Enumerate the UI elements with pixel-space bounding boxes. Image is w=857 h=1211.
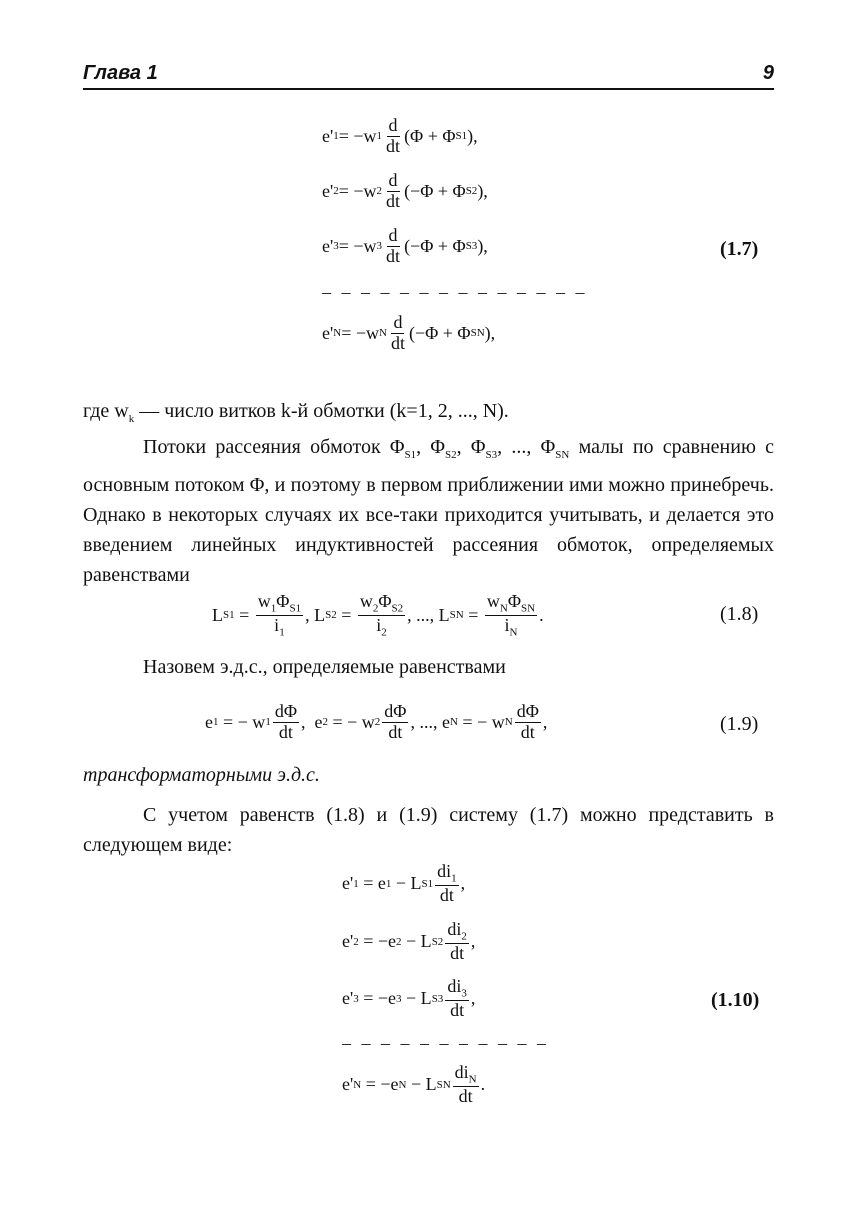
- equation-1-8: L S1 = $\frac{w_1\Phi_{S1}}{i_1}$ , L S2 = $\frac{w_2\Phi_{S2}}{i_2}$ , ..., L SN = $\frac{w_N\Phi_{SN}}{i_N}$ .: [212, 591, 544, 639]
- equation-1-10-line-n: e' N = −e N − L SN $\frac{di_N}{dt}$ .: [342, 1062, 486, 1106]
- equation-number-1-9: (1.9): [720, 713, 759, 735]
- equation-number-1-10: (1.10): [711, 989, 760, 1011]
- paragraph-leakage-flux: Потоки рассеяния обмоток $\Phi_{S1}$, $\Phi_{S2}$, $\Phi_{S3}$, ..., $\Phi_{SN}$ малы по сравнению с основным потоком Φ, и поэтому в первом приближении ими можно принебречь. Однако в некоторых случаях их все-таки приходится учитывать, и делается это введением линейных индуктивностей рассеяния обмоток, определяемых равенствами: [83, 436, 775, 586]
- paragraph-transformer-emf: трансформаторными э.д.с.: [83, 764, 320, 786]
- equation-number-1-8: (1.8): [720, 603, 759, 625]
- equation-1-10-line-2: e' 2 = −e 2 − L S2 $\frac{di_2}{dt}$ ,: [342, 919, 476, 963]
- equation-number-1-7: (1.7): [720, 238, 759, 260]
- paragraph-system-rewrite: С учетом равенств (1.8) и (1.9) систему (1.7) можно представить в следующем виде:: [83, 804, 774, 856]
- paragraph-where-wk: где $w_k$ — число витков k-й обмотки (k=1, 2, ..., N).: [83, 400, 509, 425]
- chapter-title: Глава 1: [83, 62, 158, 84]
- equation-1-7-line-n: e' N = −w N $\frac{d}{dt}$ (−Φ + Φ SN ),: [322, 312, 496, 353]
- equation-1-10-ellipsis-dashes: – – – – – – – – – – –: [342, 1033, 549, 1053]
- paragraph-name-emf: Назовем э.д.с., определяемые равенствами: [143, 656, 506, 678]
- page-number: 9: [762, 62, 774, 84]
- equation-1-9: e 1 = − w 1 $\frac{d\Phi}{dt}$ , e 2 = − w 2 $\frac{d\Phi}{dt}$ , ..., e N = − w N $\frac{d\Phi}{dt}$ ,: [205, 701, 548, 742]
- equation-1-7-line-2: e' 2 = −w 2 $\frac{d}{dt}$ (−Φ + Φ S2 ),: [322, 170, 488, 211]
- equation-1-10-line-3: e' 3 = −e 3 − L S3 $\frac{di_3}{dt}$ ,: [342, 976, 476, 1020]
- equation-1-10-line-1: e' 1 = e 1 − L S1 $\frac{di_1}{dt}$ ,: [342, 861, 466, 905]
- equation-1-7-line-1: e' 1 = −w 1 $\frac{d}{dt}$ (Φ + Φ S1 ),: [322, 115, 478, 156]
- equation-1-7-line-3: e' 3 = −w 3 $\frac{d}{dt}$ (−Φ + Φ S3 ),: [322, 225, 488, 266]
- equation-1-7-ellipsis-dashes: – – – – – – – – – – – – – –: [322, 282, 588, 302]
- page-header: [83, 62, 774, 90]
